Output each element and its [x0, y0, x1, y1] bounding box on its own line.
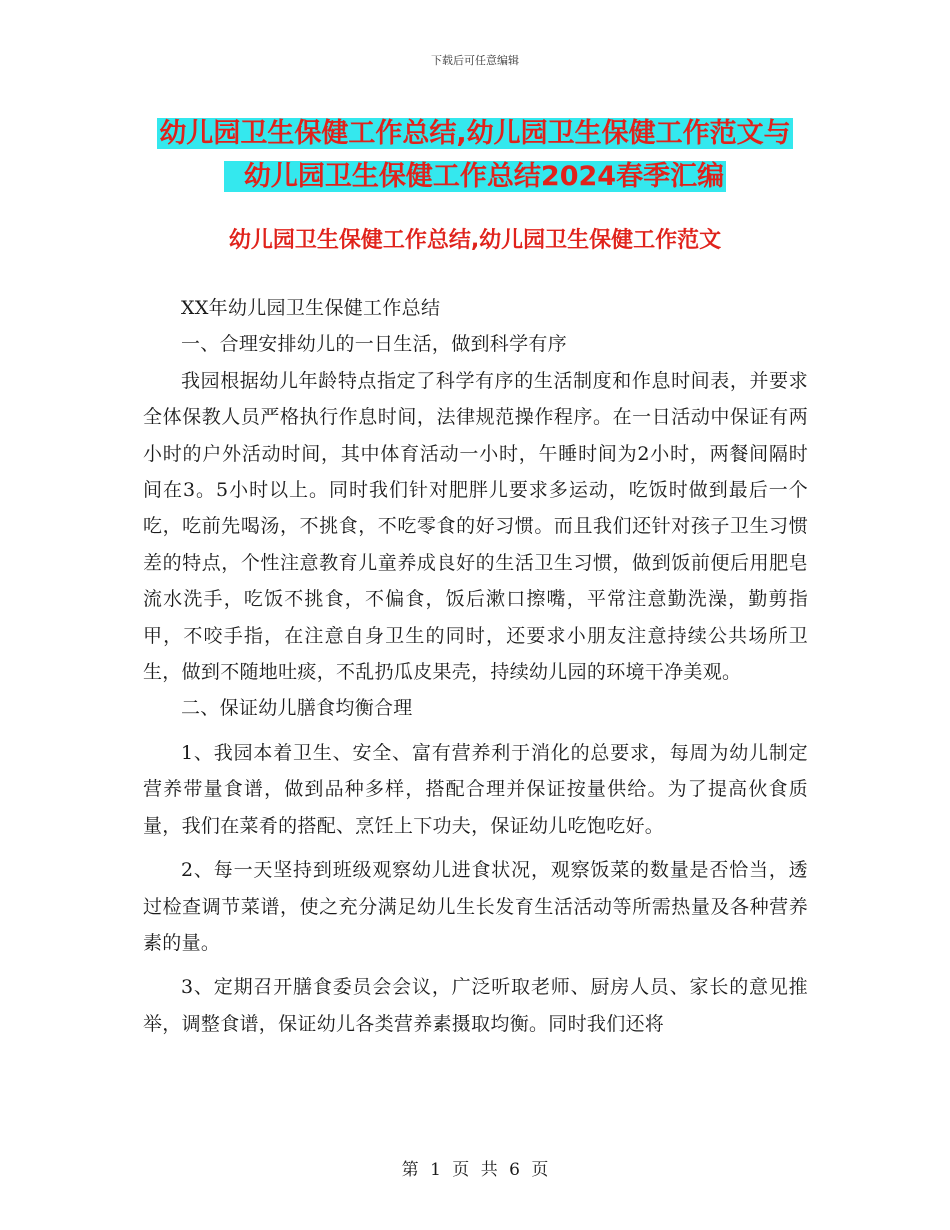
title-line-1: 幼儿园卫生保健工作总结,幼儿园卫生保健工作范文与: [159, 118, 791, 149]
body-paragraph: 我园根据幼儿年龄特点指定了科学有序的生活制度和作息时间表，并要求全体保教人员严格执行作息时间，法律规范操作程序。在一日活动中保证有两小时的户外活动时间，其中体育活动一小时，午睡时间为2小时，两餐间隔时间在3。5小时以上。同时我们针对肥胖儿要求多运动，吃饭时做到最后一个吃，吃前先喝汤，不挑食，不吃零食的好习惯。而且我们还针对孩子卫生习惯差的特点，个性注意教育儿童养成良好的生活卫生习惯，做到饭前便后用肥皂流水洗手，吃饭不挑食，不偏食，饭后漱口擦嘴，平常注意勤洗澡，勤剪指甲，不咬手指，在注意自身卫生的同时，还要求小朋友注意持续公共场所卫生，做到不随地吐痰，不乱扔瓜皮果壳，持续幼儿园的环境干净美观。: [143, 369, 808, 684]
page-number-footer: 第 1 页 共 6 页: [401, 1160, 549, 1180]
body-heading: XX年幼儿园卫生保健工作总结: [181, 297, 441, 319]
body-paragraph: 3、定期召开膳食委员会会议，广泛听取老师、厨房人员、家长的意见推举，调整食谱，保证幼儿各类营养素摄取均衡。同时我们还将: [143, 976, 808, 1035]
section-heading-1: 一、合理安排幼儿的一日生活，做到科学有序: [181, 333, 568, 356]
document-title: [0, 112, 950, 198]
section-heading-2: 二、保证幼儿膳食均衡合理: [181, 697, 413, 720]
page-header-note: 下载后可任意编辑: [431, 54, 519, 67]
title-line-2: 幼儿园卫生保健工作总结2024春季汇编: [224, 161, 726, 192]
body-paragraph: 2、每一天坚持到班级观察幼儿进食状况，观察饭菜的数量是否恰当，透过检查调节菜谱，使之充分满足幼儿生长发育生活活动等所需热量及各种营养素的量。: [143, 859, 808, 954]
body-paragraph: 1、我园本着卫生、安全、富有营养利于消化的总要求，每周为幼儿制定营养带量食谱，做到品种多样，搭配合理并保证按量供给。为了提高伙食质量，我们在菜肴的搭配、烹饪上下功夫，保证幼儿吃饱吃好。: [143, 741, 808, 837]
section-title: 幼儿园卫生保健工作总结,幼儿园卫生保健工作范文: [228, 228, 722, 253]
document-body: [143, 290, 808, 1042]
